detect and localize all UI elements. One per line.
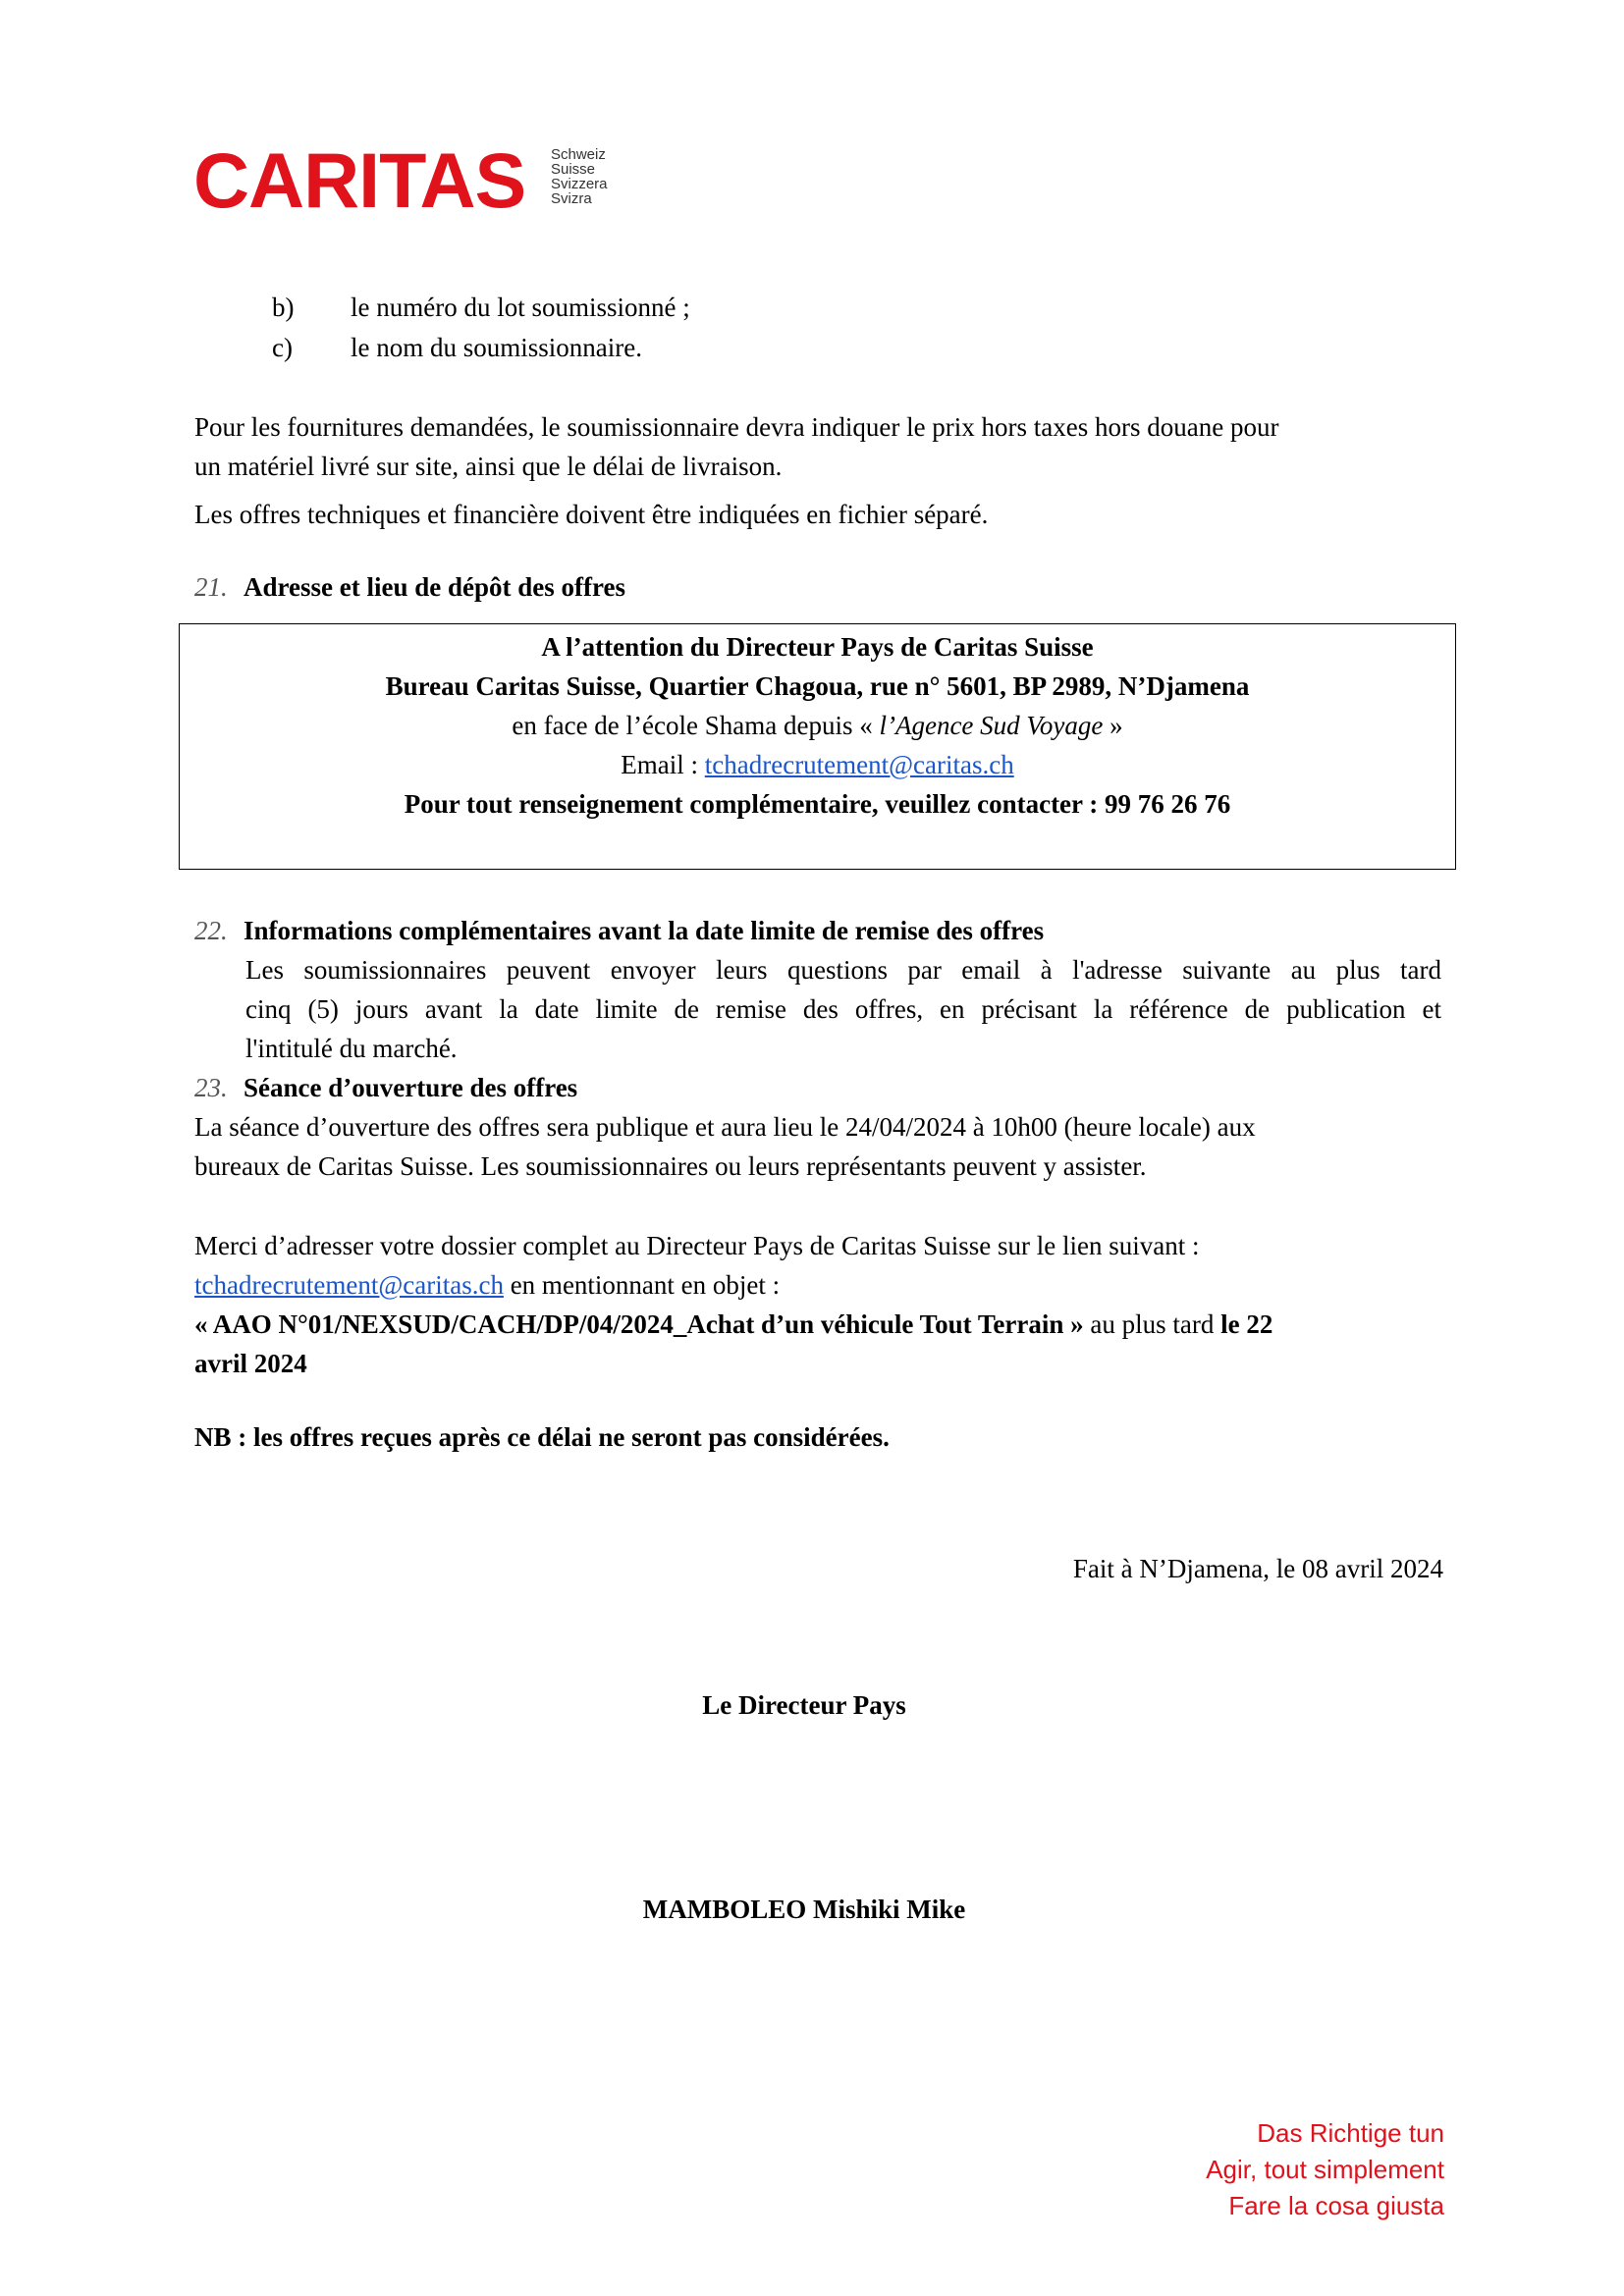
footer-slogans bbox=[1206, 2115, 1444, 2224]
logo-language: Schweiz bbox=[551, 146, 606, 163]
section-21-heading bbox=[194, 567, 625, 607]
section-number: 23. bbox=[194, 1073, 228, 1102]
list-item-letter: b) bbox=[272, 293, 295, 322]
list-item-letter: c) bbox=[272, 333, 293, 362]
email-label: Email : bbox=[621, 750, 705, 779]
slogan: Das Richtige tun bbox=[1257, 2118, 1444, 2148]
list-item bbox=[272, 328, 642, 367]
signatory-name: MAMBOLEO Mishiki Mike bbox=[642, 1895, 966, 1924]
list-item-text: le numéro du lot soumissionné ; bbox=[351, 293, 690, 322]
section-title: Séance d’ouverture des offres bbox=[244, 1073, 578, 1102]
paragraph-line bbox=[194, 1265, 1441, 1305]
paragraph-text: en mentionnant en objet : bbox=[503, 1270, 781, 1300]
place-date: Fait à N’Djamena, le 08 avril 2024 bbox=[1072, 1554, 1443, 1583]
address-text: » bbox=[1103, 711, 1123, 740]
address-box bbox=[179, 623, 1456, 870]
paragraph-line: l'intitulé du marché. bbox=[245, 1034, 458, 1063]
paragraph-line bbox=[194, 1305, 1441, 1344]
paragraph-offres: Les offres techniques et financière doivent être indiquées en fichier séparé. bbox=[194, 500, 989, 529]
subject-reference: « AAO N°01/NEXSUD/CACH/DP/04/2024_Achat d’un véhicule Tout Terrain » bbox=[194, 1309, 1084, 1339]
section-title: Adresse et lieu de dépôt des offres bbox=[244, 572, 625, 602]
section-22-heading bbox=[194, 911, 1044, 950]
section-title: Informations complémentaires avant la date limite de remise des offres bbox=[244, 916, 1045, 945]
caritas-logo-languages bbox=[551, 147, 608, 206]
address-line bbox=[180, 706, 1455, 745]
list-item-text: le nom du soumissionnaire. bbox=[351, 333, 642, 362]
address-line: Pour tout renseignement complémentaire, veuillez contacter : 99 76 26 76 bbox=[404, 789, 1231, 819]
caritas-logo-wordmark: CARITAS bbox=[193, 136, 526, 224]
paragraph-line: Pour les fournitures demandées, le soumissionnaire devra indiquer le prix hors taxes hors douane pour bbox=[194, 412, 1279, 442]
paragraph-line: Les soumissionnaires peuvent envoyer leurs questions par email à l'adresse suivante au plus tard bbox=[245, 955, 1441, 985]
address-email-line bbox=[180, 745, 1455, 784]
deadline-date: avril 2024 bbox=[194, 1349, 307, 1378]
section-number: 22. bbox=[194, 916, 228, 945]
paragraph-line: un matériel livré sur site, ainsi que le délai de livraison. bbox=[194, 452, 783, 481]
address-line: A l’attention du Directeur Pays de Caritas Suisse bbox=[541, 632, 1094, 662]
paragraph-text: au plus tard bbox=[1083, 1309, 1221, 1339]
paragraph-line: bureaux de Caritas Suisse. Les soumissionnaires ou leurs représentants peuvent y assister. bbox=[194, 1151, 1147, 1181]
slogan: Agir, tout simplement bbox=[1206, 2155, 1444, 2184]
agency-name: l’Agence Sud Voyage bbox=[879, 711, 1104, 740]
section-23-heading bbox=[194, 1068, 577, 1107]
logo-language: Svizra bbox=[551, 190, 592, 207]
logo-language: Suisse bbox=[551, 161, 596, 178]
email-link[interactable]: tchadrecrutement@caritas.ch bbox=[194, 1270, 504, 1300]
section-number: 21. bbox=[194, 572, 228, 602]
list-item bbox=[272, 288, 690, 327]
slogan: Fare la cosa giusta bbox=[1228, 2191, 1444, 2220]
closing-paragraph bbox=[194, 1226, 1441, 1383]
paragraph-fournitures bbox=[194, 407, 1441, 486]
section-23-body bbox=[194, 1107, 1441, 1186]
address-line: Bureau Caritas Suisse, Quartier Chagoua, rue n° 5601, BP 2989, N’Djamena bbox=[385, 671, 1250, 701]
deadline-date: le 22 bbox=[1220, 1309, 1273, 1339]
paragraph-line: Merci d’adresser votre dossier complet au Directeur Pays de Caritas Suisse sur le lien suivant : bbox=[194, 1231, 1200, 1260]
nb-notice: NB : les offres reçues après ce délai ne seront pas considérées. bbox=[194, 1422, 890, 1452]
signatory-title: Le Directeur Pays bbox=[702, 1690, 906, 1720]
section-22-body bbox=[245, 950, 1441, 1068]
address-text: en face de l’école Shama depuis « bbox=[512, 711, 880, 740]
email-link[interactable]: tchadrecrutement@caritas.ch bbox=[704, 750, 1014, 779]
logo-language: Svizzera bbox=[551, 176, 608, 192]
paragraph-line: La séance d’ouverture des offres sera publique et aura lieu le 24/04/2024 à 10h00 (heure locale) aux bbox=[194, 1112, 1256, 1142]
paragraph-line: cinq (5) jours avant la date limite de remise des offres, en précisant la référence de publication et bbox=[245, 994, 1441, 1024]
